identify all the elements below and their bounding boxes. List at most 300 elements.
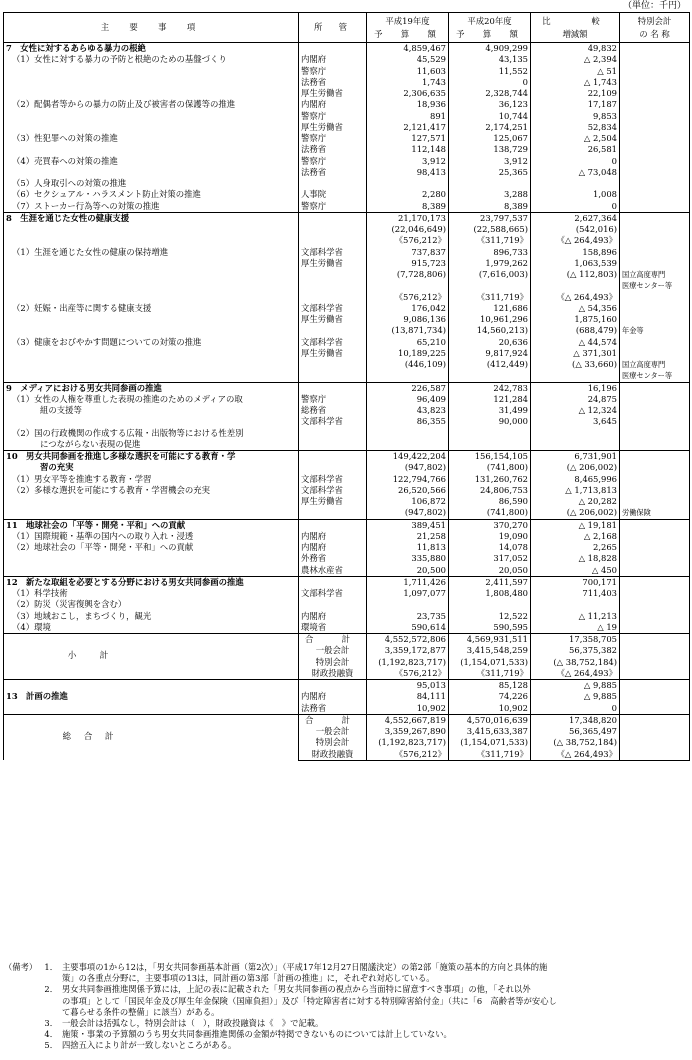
fy20-cell: 14,078	[449, 542, 531, 553]
item-cell: （2）妊娠・出産等に関する健康支援	[4, 303, 299, 314]
fy19-cell: 2,306,635	[367, 88, 449, 99]
fy20-cell: 10,744	[449, 111, 531, 122]
diff-cell: △ 2,504	[531, 133, 620, 144]
special-account-cell: 年金等	[620, 325, 690, 336]
diff-cell: △ 450	[531, 565, 620, 577]
table-row	[4, 439, 690, 451]
item-cell: （1）生涯を通じた女性の健康の保持増進	[4, 247, 299, 258]
special-account-cell	[620, 405, 690, 416]
fy19-cell	[367, 370, 449, 382]
fy19-cell: 43,823	[367, 405, 449, 416]
ministry-cell: 内閣府	[299, 54, 367, 65]
note-number	[44, 973, 62, 984]
item-cell	[4, 88, 299, 99]
table-row	[4, 588, 690, 599]
total-row	[4, 634, 690, 646]
diff-cell: △ 11,213	[531, 611, 620, 622]
fy20-cell: 2,411,597	[449, 576, 531, 588]
diff-cell: 17,187	[531, 99, 620, 110]
ministry-cell: 内閣府	[299, 99, 367, 110]
diff-cell: △ 371,301	[531, 348, 620, 359]
item-cell: （1）国際規範・基準の国内への取り入れ・浸透	[4, 531, 299, 542]
ministry-cell: 文部科学省	[299, 474, 367, 485]
table-row	[4, 269, 690, 280]
table-row	[4, 88, 690, 99]
fy20-cell: 90,000	[449, 416, 531, 427]
table-row	[4, 519, 690, 531]
ministry-cell	[299, 43, 367, 55]
item-cell	[4, 122, 299, 133]
fy20-cell: 10,902	[449, 703, 531, 715]
fy20-cell: (741,800)	[449, 507, 531, 519]
item-cell: （2）配偶者等からの暴力の防止及び被害者の保護等の推進	[4, 99, 299, 110]
fy19-cell: 98,413	[367, 167, 449, 178]
ministry-cell: 警察庁	[299, 201, 367, 213]
total-name-cell: 一般会計	[299, 645, 367, 656]
diff-cell: (688,479)	[531, 325, 620, 336]
special-account-cell	[620, 622, 690, 634]
ministry-cell	[299, 507, 367, 519]
ministry-cell: 文部科学省	[299, 337, 367, 348]
fy20-cell: 3,288	[449, 189, 531, 200]
item-cell	[4, 111, 299, 122]
item-cell: （3）健康をおびやかす問題についての対策の推進	[4, 337, 299, 348]
item-cell: （3）地域おこし，まちづくり，観光	[4, 611, 299, 622]
special-account-cell	[620, 576, 690, 588]
fy20-cell	[449, 280, 531, 291]
ministry-cell	[299, 370, 367, 382]
note-number: 5．	[44, 1040, 58, 1051]
fy20-cell: 3,912	[449, 156, 531, 167]
note-line	[4, 1007, 688, 1018]
special-account-cell	[620, 485, 690, 496]
fy20-cell: 14,560,213)	[449, 325, 531, 336]
item-cell	[4, 553, 299, 564]
diff-cell: 2,627,364	[531, 212, 620, 224]
fy19-cell: 106,872	[367, 496, 449, 507]
diff-cell: 16,196	[531, 382, 620, 394]
item-cell: （6）セクシュアル・ハラスメント防止対策の推進	[4, 189, 299, 200]
note-line	[4, 1018, 688, 1029]
special-account-cell	[620, 122, 690, 133]
diff-cell: 《△ 264,493》	[531, 235, 620, 246]
item-cell	[4, 703, 299, 715]
fy19-cell: 10,902	[367, 703, 449, 715]
note-text: の事項」として「国民年金及び厚生年金保険（国庫負担）」及び「特定障害者に対する特別障害給付金」（共に「6 高齢者等が安心し	[62, 995, 557, 1006]
fy19-total-cell: 3,359,172,877	[367, 645, 449, 656]
fy20-cell: 31,499	[449, 405, 531, 416]
fy19-cell	[367, 428, 449, 439]
special-account-cell	[620, 314, 690, 325]
fy19-cell: 149,422,204	[367, 451, 449, 463]
item-cell: （4）環境	[4, 622, 299, 634]
special-account-cell	[620, 691, 690, 702]
table-row	[4, 224, 690, 235]
fy19-cell: 226,587	[367, 382, 449, 394]
fy20-cell: 19,090	[449, 531, 531, 542]
ministry-cell: 内閣府	[299, 691, 367, 702]
diff-cell: △ 18,828	[531, 553, 620, 564]
ministry-cell: 警察庁	[299, 66, 367, 77]
table-row	[4, 474, 690, 485]
total-name-cell: 財政投融資	[299, 668, 367, 680]
diff-cell: △ 73,048	[531, 167, 620, 178]
special-account-cell	[620, 99, 690, 110]
fy19-cell: 21,258	[367, 531, 449, 542]
fy20-cell: 9,817,924	[449, 348, 531, 359]
table-row	[4, 496, 690, 507]
note-number	[44, 1007, 62, 1018]
fy19-cell: 96,409	[367, 394, 449, 405]
special-account-cell	[620, 645, 690, 656]
note-number: 2．	[44, 984, 58, 995]
table-row	[4, 599, 690, 610]
fy20-total-cell: 4,570,016,639	[449, 714, 531, 726]
table-row	[4, 553, 690, 564]
special-account-cell	[620, 657, 690, 668]
table-row	[4, 703, 690, 715]
fy19-cell	[367, 599, 449, 610]
item-cell: 12 新たな取組を必要とする分野における男女共同参画の推進	[4, 576, 299, 588]
table-row	[4, 565, 690, 577]
fy20-total-cell: 《311,719》	[449, 668, 531, 680]
item-cell	[4, 416, 299, 427]
table-row	[4, 325, 690, 336]
fy19-cell: 86,355	[367, 416, 449, 427]
item-cell	[4, 235, 299, 246]
fy19-cell: 23,735	[367, 611, 449, 622]
diff-cell: △ 12,324	[531, 405, 620, 416]
note-line	[4, 984, 688, 995]
fy19-cell: 20,500	[367, 565, 449, 577]
note-text: 策」の各重点分野に，主要事項の13は，同計画の第3部「計画の推進」に，それぞれ対応している。	[62, 973, 435, 984]
notes-label	[4, 1029, 44, 1040]
special-account-cell	[620, 66, 690, 77]
note-text: 一般会計は括弧なし，特別会計は（ ），財政投融資は《 》で記載。	[62, 1018, 324, 1029]
notes-label	[4, 973, 44, 984]
total-name-cell: 合 計	[299, 634, 367, 646]
special-account-cell	[620, 451, 690, 463]
fy19-cell: 335,880	[367, 553, 449, 564]
diff-cell: 2,265	[531, 542, 620, 553]
fy19-cell: 891	[367, 111, 449, 122]
special-account-cell	[620, 519, 690, 531]
diff-total-cell: 17,358,705	[531, 634, 620, 646]
fy20-cell: 11,552	[449, 66, 531, 77]
diff-total-cell: 56,375,382	[531, 645, 620, 656]
ministry-cell: 厚生労働省	[299, 348, 367, 359]
item-cell	[4, 144, 299, 155]
table-row	[4, 542, 690, 553]
item-cell	[4, 167, 299, 178]
diff-cell: 49,832	[531, 43, 620, 55]
note-line	[4, 1029, 688, 1040]
item-cell: 10 男女共同参画を推進し多様な選択を可能にする教育・学	[4, 451, 299, 463]
diff-cell: 0	[531, 201, 620, 213]
diff-cell: △ 19	[531, 622, 620, 634]
special-account-cell	[620, 111, 690, 122]
ministry-cell	[299, 451, 367, 463]
diff-cell	[531, 178, 620, 189]
item-cell: （4）売買春への対策の推進	[4, 156, 299, 167]
total-name-cell: 特別会計	[299, 737, 367, 748]
fy19-cell: 3,912	[367, 156, 449, 167]
table-row	[4, 507, 690, 519]
fy19-cell: 84,111	[367, 691, 449, 702]
fy20-cell: 242,783	[449, 382, 531, 394]
fy19-cell: 1,711,426	[367, 576, 449, 588]
total-name-cell: 一般会計	[299, 726, 367, 737]
special-account-cell	[620, 54, 690, 65]
item-cell	[4, 496, 299, 507]
fy20-cell: 1,808,480	[449, 588, 531, 599]
ministry-cell: 文部科学省	[299, 416, 367, 427]
table-row	[4, 189, 690, 200]
notes-label	[4, 1018, 44, 1029]
ministry-cell: 農林水産省	[299, 565, 367, 577]
ministry-cell: 内閣府	[299, 531, 367, 542]
special-account-cell	[620, 634, 690, 646]
fy20-cell	[449, 439, 531, 451]
special-account-cell	[620, 178, 690, 189]
header-item: 主 要 事 項	[4, 13, 299, 43]
fy19-cell: 《576,212》	[367, 292, 449, 303]
special-account-cell	[620, 611, 690, 622]
fy20-total-cell: (1,154,071,533)	[449, 737, 531, 748]
table-row	[4, 43, 690, 55]
ministry-cell	[299, 235, 367, 246]
fy19-cell: 2,121,417	[367, 122, 449, 133]
special-account-cell	[620, 749, 690, 761]
fy20-cell: 590,595	[449, 622, 531, 634]
note-text: 施策・事業の予算額のうち男女共同参画推進関係の金額が特掲できないものについては計上していない。	[62, 1029, 452, 1040]
fy20-cell: 125,067	[449, 133, 531, 144]
table-row	[4, 485, 690, 496]
special-account-cell	[620, 337, 690, 348]
special-account-cell	[620, 599, 690, 610]
ministry-cell: 厚生労働省	[299, 122, 367, 133]
special-account-cell	[620, 726, 690, 737]
notes-label	[4, 996, 44, 1007]
diff-total-cell: 17,348,820	[531, 714, 620, 726]
item-cell: 8 生涯を通じた女性の健康支援	[4, 212, 299, 224]
special-account-cell	[620, 212, 690, 224]
fy20-cell: 86,590	[449, 496, 531, 507]
fy20-cell: 4,909,299	[449, 43, 531, 55]
fy20-cell: 24,806,753	[449, 485, 531, 496]
table-row	[4, 258, 690, 269]
special-account-cell	[620, 565, 690, 577]
ministry-cell	[299, 325, 367, 336]
item-cell: （3）性犯罪への対策の推進	[4, 133, 299, 144]
fy20-cell: 131,260,762	[449, 474, 531, 485]
item-cell: （1）男女平等を推進する教育・学習	[4, 474, 299, 485]
table-row	[4, 167, 690, 178]
special-account-cell: 国立高度専門	[620, 359, 690, 370]
special-account-cell	[620, 462, 690, 473]
special-account-cell	[620, 88, 690, 99]
grandtotal-label-text: 総 合 計	[62, 731, 116, 742]
note-line	[4, 996, 688, 1007]
table-row	[4, 303, 690, 314]
table-row	[4, 416, 690, 427]
table-row	[4, 178, 690, 189]
special-account-cell	[620, 303, 690, 314]
special-account-cell	[620, 167, 690, 178]
table-row	[4, 611, 690, 622]
total-name-cell: 財政投融資	[299, 749, 367, 761]
special-account-cell	[620, 156, 690, 167]
fy20-cell: 121,284	[449, 394, 531, 405]
grandtotal-label	[4, 714, 299, 760]
fy20-cell: 25,365	[449, 167, 531, 178]
diff-cell: 3,645	[531, 416, 620, 427]
fy19-cell: 1,097,077	[367, 588, 449, 599]
diff-cell: 6,731,901	[531, 451, 620, 463]
fy20-cell: 8,389	[449, 201, 531, 213]
diff-cell: 711,403	[531, 588, 620, 599]
table-row	[4, 348, 690, 359]
fy19-cell: 11,603	[367, 66, 449, 77]
diff-cell: 26,581	[531, 144, 620, 155]
fy19-cell: 《576,212》	[367, 235, 449, 246]
table-row	[4, 451, 690, 463]
special-account-cell	[620, 496, 690, 507]
fy20-total-cell: 3,415,633,387	[449, 726, 531, 737]
note-line	[4, 962, 688, 973]
fy20-cell: 85,128	[449, 680, 531, 692]
diff-cell	[531, 599, 620, 610]
ministry-cell: 厚生労働省	[299, 314, 367, 325]
fy19-cell: 1,743	[367, 77, 449, 88]
diff-cell: △ 51	[531, 66, 620, 77]
fy20-cell	[449, 370, 531, 382]
ministry-cell: 警察庁	[299, 133, 367, 144]
fy20-cell: 0	[449, 77, 531, 88]
item-cell: （7）ストーカー行為等への対策の推進	[4, 201, 299, 213]
item-cell	[4, 325, 299, 336]
item-cell: 習の充実	[4, 462, 299, 473]
diff-cell: △ 1,713,813	[531, 485, 620, 496]
fy19-cell: (7,728,806)	[367, 269, 449, 280]
fy19-cell: 737,837	[367, 247, 449, 258]
special-account-cell	[620, 77, 690, 88]
fy19-cell: 127,571	[367, 133, 449, 144]
unit-label: （単位：千円）	[622, 1, 686, 11]
ministry-cell	[299, 382, 367, 394]
special-account-cell	[620, 542, 690, 553]
fy19-cell: 45,529	[367, 54, 449, 65]
ministry-cell	[299, 269, 367, 280]
special-account-cell	[620, 737, 690, 748]
table-row	[4, 156, 690, 167]
diff-cell: 8,465,996	[531, 474, 620, 485]
total-name-cell: 合 計	[299, 714, 367, 726]
item-cell	[4, 370, 299, 382]
notes-label	[4, 984, 44, 995]
ministry-cell: 厚生労働省	[299, 496, 367, 507]
ministry-cell	[299, 280, 367, 291]
item-cell: （5）人身取引への対策の推進	[4, 178, 299, 189]
fy20-cell	[449, 428, 531, 439]
diff-cell: 《△ 264,493》	[531, 292, 620, 303]
diff-cell: 9,853	[531, 111, 620, 122]
table-row	[4, 680, 690, 692]
special-account-cell	[620, 348, 690, 359]
ministry-cell: 内閣府	[299, 611, 367, 622]
diff-cell: △ 19,181	[531, 519, 620, 531]
special-account-cell	[620, 201, 690, 213]
ministry-cell: 文部科学省	[299, 485, 367, 496]
ministry-cell	[299, 178, 367, 189]
special-account-cell	[620, 416, 690, 427]
item-cell: （2）多様な選択を可能にする教育・学習機会の充実	[4, 485, 299, 496]
ministry-cell: 内閣府	[299, 542, 367, 553]
special-account-cell	[620, 714, 690, 726]
fy19-cell: 122,794,766	[367, 474, 449, 485]
diff-cell: △ 2,168	[531, 531, 620, 542]
fy20-cell: 138,729	[449, 144, 531, 155]
note-text: 男女共同参画推進関係予算には，上記の表に記載された「男女共同参画の視点から当面特に留意すべき事項」の他，「それ以外	[62, 984, 531, 995]
fy19-total-cell: 《576,212》	[367, 749, 449, 761]
diff-total-cell: (△ 38,752,184)	[531, 737, 620, 748]
item-cell	[4, 565, 299, 577]
fy20-cell: 36,123	[449, 99, 531, 110]
fy19-total-cell: 3,359,267,890	[367, 726, 449, 737]
table-row	[4, 428, 690, 439]
ministry-cell: 総務省	[299, 405, 367, 416]
table-body	[4, 43, 690, 761]
table-row	[4, 359, 690, 370]
table-row	[4, 314, 690, 325]
ministry-cell: 環境省	[299, 622, 367, 634]
special-account-cell	[620, 292, 690, 303]
ministry-cell: 法務省	[299, 167, 367, 178]
notes-label: （備考）	[4, 962, 38, 972]
item-cell: （2）地球社会の「平等・開発・平和」への貢献	[4, 542, 299, 553]
fy19-cell: 11,813	[367, 542, 449, 553]
item-cell: 組の支援等	[4, 405, 299, 416]
fy20-total-cell: 《311,719》	[449, 749, 531, 761]
item-cell	[4, 66, 299, 77]
ministry-cell: 法務省	[299, 703, 367, 715]
table-row	[4, 122, 690, 133]
special-account-cell	[620, 224, 690, 235]
diff-cell: (△ 33,660)	[531, 359, 620, 370]
diff-total-cell: 56,365,497	[531, 726, 620, 737]
note-number	[44, 996, 62, 1007]
diff-cell: △ 1,743	[531, 77, 620, 88]
fy20-cell: 20,050	[449, 565, 531, 577]
special-account-cell	[620, 439, 690, 451]
ministry-cell: 厚生労働省	[299, 258, 367, 269]
fy19-cell: 8,389	[367, 201, 449, 213]
ministry-cell	[299, 224, 367, 235]
fy19-cell: 65,210	[367, 337, 449, 348]
ministry-cell: 外務省	[299, 553, 367, 564]
fy20-cell: 156,154,105	[449, 451, 531, 463]
fy19-cell: 26,520,566	[367, 485, 449, 496]
item-cell: につながらない表現の促進	[4, 439, 299, 451]
diff-cell: 700,171	[531, 576, 620, 588]
item-cell	[4, 680, 299, 692]
table-row	[4, 622, 690, 634]
item-cell	[4, 507, 299, 519]
diff-total-cell: 《△ 264,493》	[531, 668, 620, 680]
fy20-cell	[449, 599, 531, 610]
ministry-cell: 法務省	[299, 77, 367, 88]
ministry-cell	[299, 576, 367, 588]
